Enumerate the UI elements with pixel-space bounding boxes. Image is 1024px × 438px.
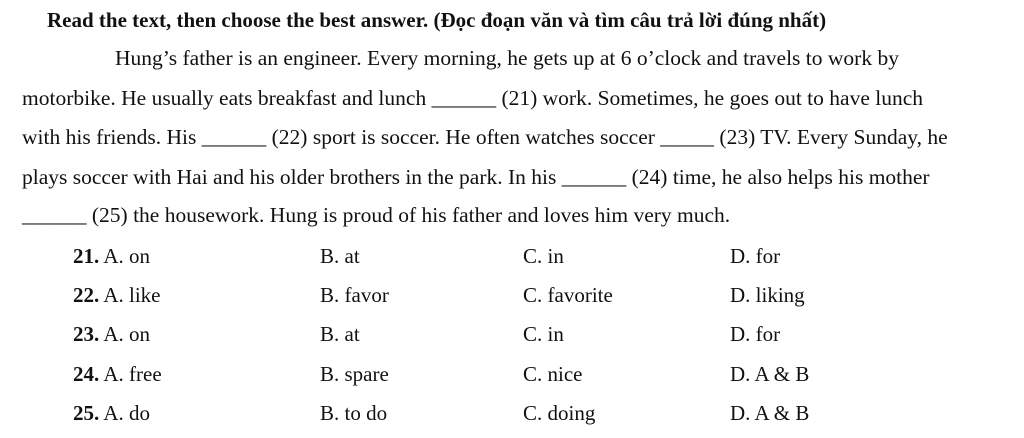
- passage-line-1: Hung’s father is an engineer. Every morning, he gets up at 6 o’clock and travels to work by: [115, 46, 899, 70]
- question-22-option-c[interactable]: C. favorite: [523, 283, 613, 307]
- question-25-option-d[interactable]: D. A & B: [730, 401, 810, 425]
- question-23-option-b[interactable]: B. at: [320, 322, 360, 346]
- question-22-option-b[interactable]: B. favor: [320, 283, 389, 307]
- question-25-option-a[interactable]: [73, 401, 150, 426]
- question-24-option-b[interactable]: B. spare: [320, 362, 389, 386]
- option-a-label: A. like: [103, 283, 161, 307]
- option-a-label: A. do: [103, 401, 151, 425]
- question-25-option-b[interactable]: B. to do: [320, 401, 388, 425]
- question-25-option-c[interactable]: C. doing: [523, 401, 596, 425]
- option-a-label: A. free: [103, 362, 162, 386]
- question-23-option-d[interactable]: D. for: [730, 322, 781, 346]
- question-21-option-c[interactable]: C. in: [523, 244, 564, 268]
- question-23-option-a[interactable]: [73, 322, 150, 347]
- passage-line-2: motorbike. He usually eats breakfast and lunch ______ (21) work. Sometimes, he goes out to have lunch: [22, 86, 924, 110]
- question-number: 23.: [73, 322, 100, 346]
- question-21-option-a[interactable]: [73, 244, 150, 269]
- question-22: [0, 283, 1024, 313]
- option-a-label: A. on: [103, 244, 151, 268]
- question-24-option-d[interactable]: D. A & B: [730, 362, 810, 386]
- passage-line-4: plays soccer with Hai and his older brothers in the park. In his ______ (24) time, he also helps his mother: [22, 165, 930, 189]
- question-22-option-a[interactable]: [73, 283, 161, 308]
- question-21-option-b[interactable]: B. at: [320, 244, 360, 268]
- question-number: 25.: [73, 401, 100, 425]
- instruction-heading: Read the text, then choose the best answer. (Đọc đoạn văn và tìm câu trả lời đúng nhất): [47, 8, 827, 32]
- passage-line-3: with his friends. His ______ (22) sport is soccer. He often watches soccer _____ (23) TV. Every Sunday, he: [22, 125, 948, 149]
- passage-line-5: ______ (25) the housework. Hung is proud of his father and loves him very much.: [22, 203, 731, 227]
- question-24: [0, 362, 1024, 392]
- question-23-option-c[interactable]: C. in: [523, 322, 564, 346]
- question-24-option-a[interactable]: [73, 362, 162, 387]
- question-24-option-c[interactable]: C. nice: [523, 362, 583, 386]
- question-number: 22.: [73, 283, 100, 307]
- question-23: [0, 322, 1024, 352]
- question-22-option-d[interactable]: D. liking: [730, 283, 805, 307]
- question-21: [0, 244, 1024, 274]
- option-a-label: A. on: [103, 322, 151, 346]
- question-21-option-d[interactable]: D. for: [730, 244, 781, 268]
- question-number: 24.: [73, 362, 100, 386]
- question-25: [0, 401, 1024, 431]
- question-number: 21.: [73, 244, 100, 268]
